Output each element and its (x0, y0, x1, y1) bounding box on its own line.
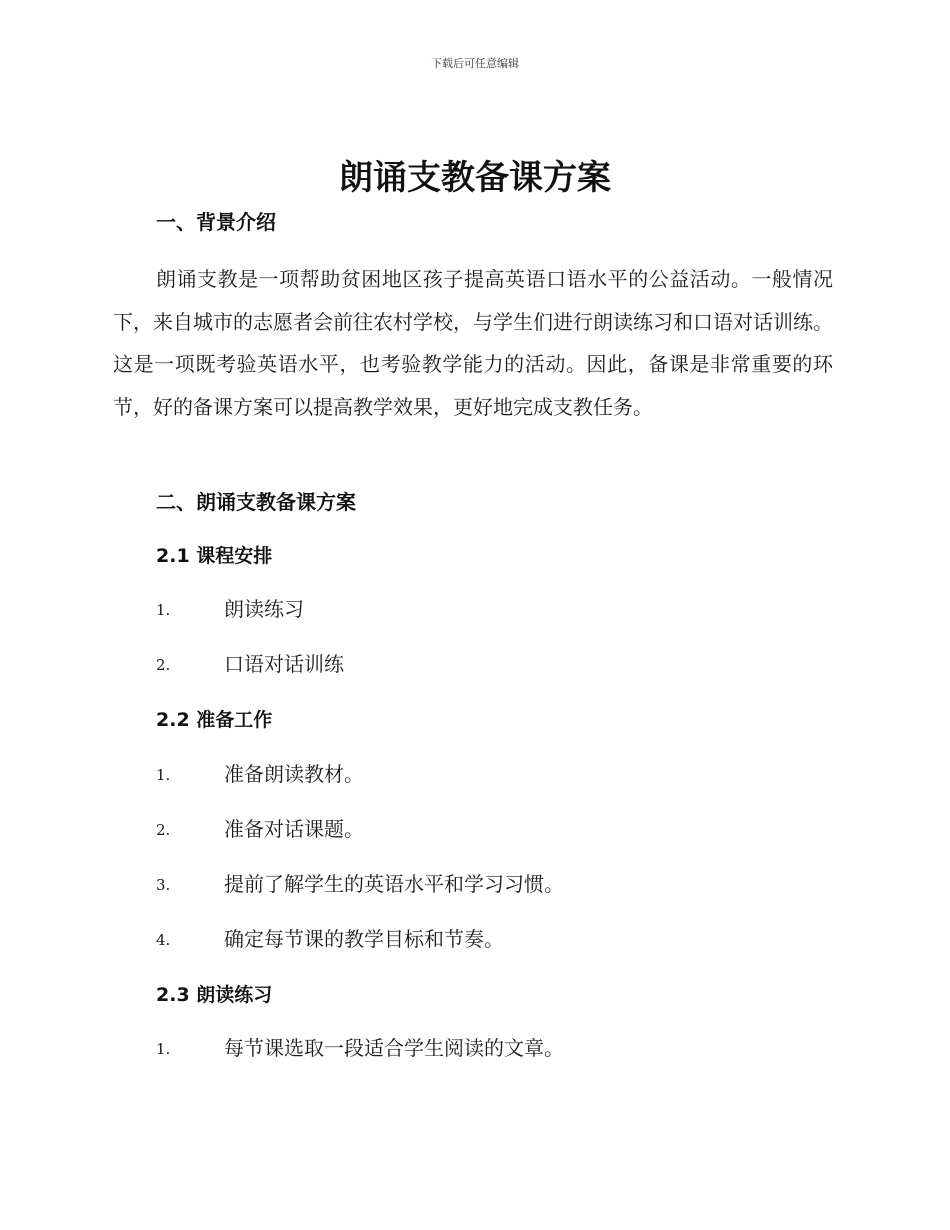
list-item-text: 口语对话训练 (224, 652, 344, 676)
list-item-text: 朗读练习 (224, 597, 304, 621)
list-item-text: 每节课选取一段适合学生阅读的文章。 (224, 1036, 564, 1060)
page-header-note: 下载后可任意编辑 (431, 57, 519, 70)
list-item-number: 2. (156, 821, 171, 839)
subsection-heading-schedule: 2.1 课程安排 (156, 545, 273, 567)
list-item-number: 3. (156, 876, 171, 894)
list-item-number: 4. (156, 931, 171, 949)
document-title: 朗诵支教备课方案 (339, 158, 611, 198)
list-item-text: 准备对话课题。 (224, 817, 364, 841)
section-heading-background: 一、背景介绍 (156, 210, 276, 234)
list-item-number: 1. (156, 766, 171, 784)
subsection-heading-preparation: 2.2 准备工作 (156, 709, 273, 731)
list-item-text: 准备朗读教材。 (224, 762, 364, 786)
subsection-heading-reading: 2.3 朗读练习 (156, 984, 273, 1006)
section-heading-plan: 二、朗诵支教备课方案 (156, 490, 356, 514)
list-item-number: 1. (156, 1040, 171, 1058)
background-paragraph: 朗诵支教是一项帮助贫困地区孩子提高英语口语水平的公益活动。一般情况下，来自城市的志愿者会前往农村学校，与学生们进行朗读练习和口语对话训练。这是一项既考验英语水平，也考验教学能力的活动。因此，备课是非常重要的环节，好的备课方案可以提高教学效果，更好地完成支教任务。 (113, 267, 833, 419)
list-item-number: 2. (156, 656, 171, 674)
list-item-text: 确定每节课的教学目标和节奏。 (224, 927, 504, 951)
list-item-number: 1. (156, 601, 171, 619)
list-item-text: 提前了解学生的英语水平和学习习惯。 (224, 872, 564, 896)
